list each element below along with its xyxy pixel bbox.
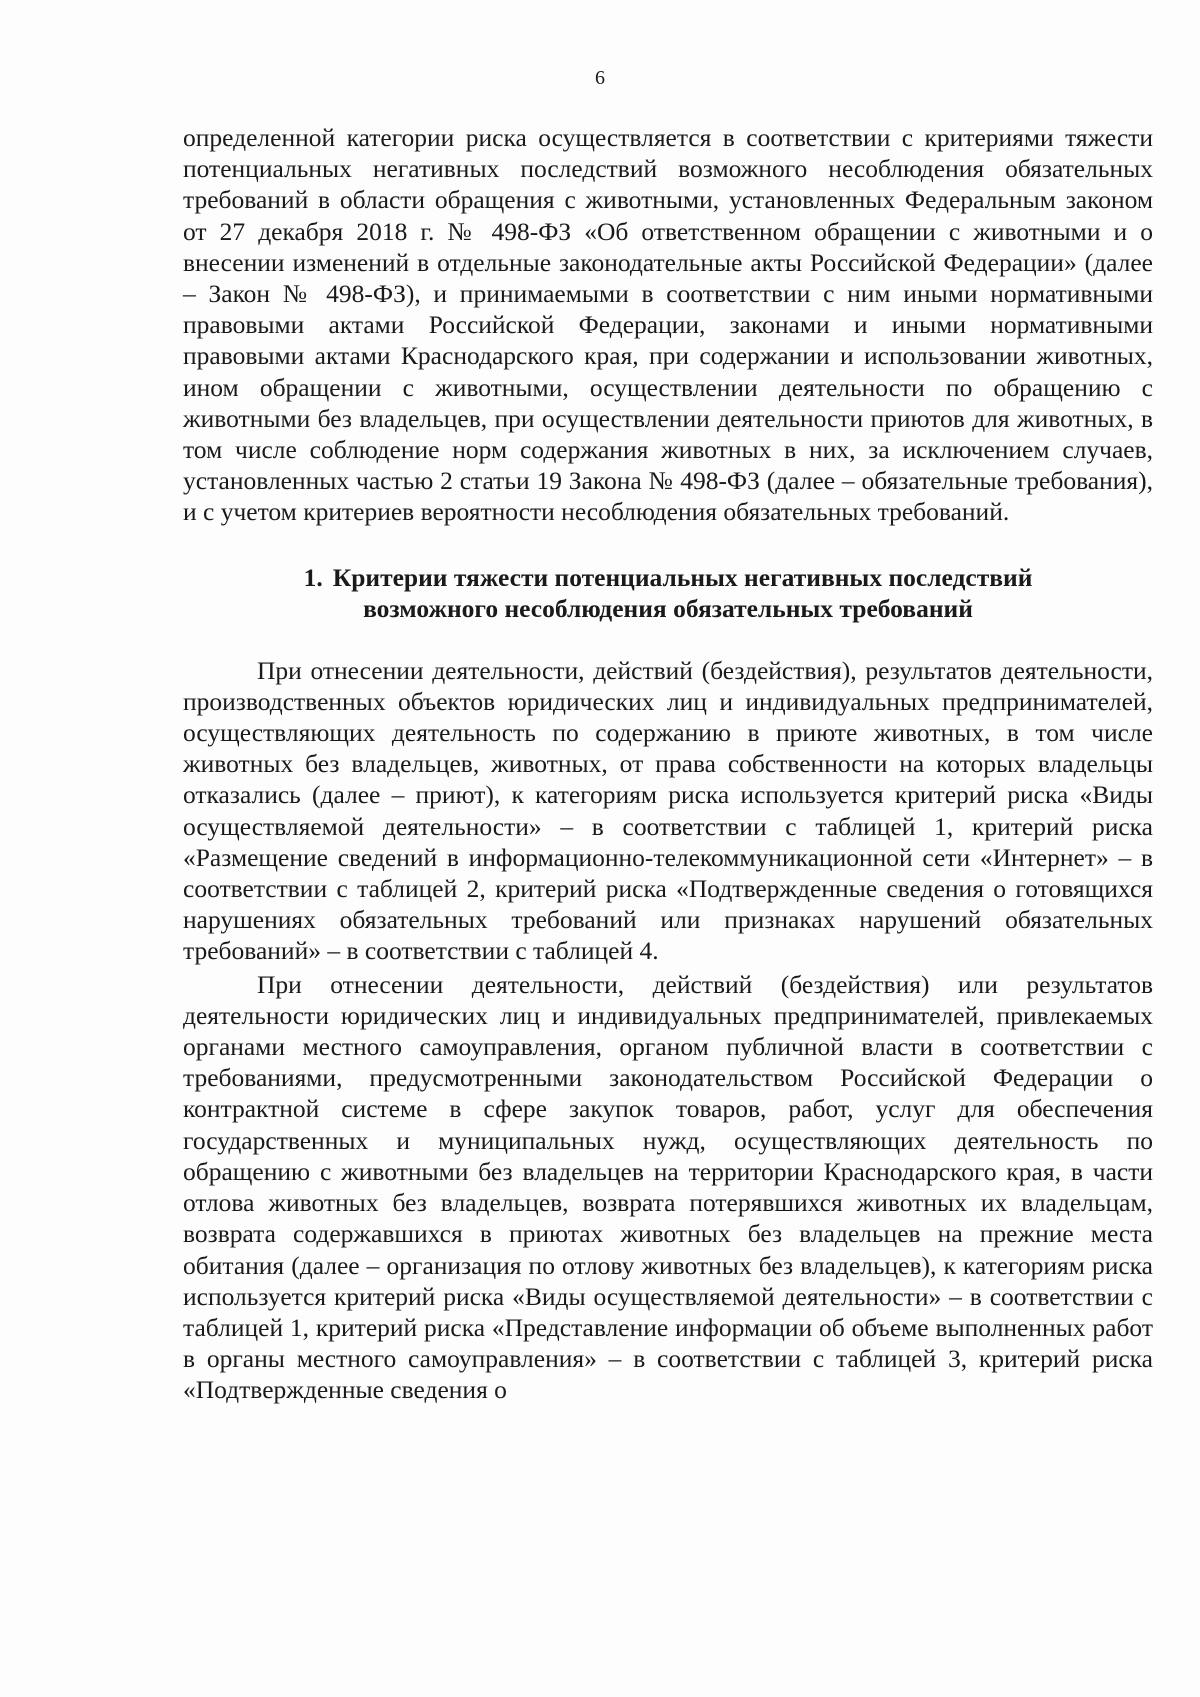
page-number: 6 — [595, 67, 605, 89]
section-title-line-2: возможного несоблюдения обязательных требований — [363, 594, 973, 624]
section-heading — [183, 562, 1153, 625]
intro-paragraph: определенной категории риска осуществляется в соответствии с критериями тяжести потенциальных негативных последствий возможного несоблюдения обязательных требований в области обращения с животными, установленных Федеральным законом от 27 декабря 2018 г. № 498-ФЗ «Об ответственном обращении с животными и о внесении изменений в отдельные законодательные акты Российской Федерации» (далее – Закон № 498-ФЗ), и принимаемыми в соответствии с ним иными нормативными правовыми актами Российской Федерации, законами и иными нормативными правовыми актами Краснодарского края, при содержании и использовании животных, ином обращении с животными, осуществлении деятельности по обращению с животными без владельцев, при осуществлении деятельности приютов для животных, в том числе соблюдение норм содержания животных в них, за исключением случаев, установленных частью 2 статьи 19 Закона № 498-ФЗ (далее – обязательные требования), и с учетом критериев вероятности несоблюдения обязательных требований. — [183, 123, 1153, 527]
section-heading-line-1 — [183, 562, 1153, 594]
body-paragraph-2: При отнесении деятельности, действий (бездействия) или результатов деятельности юридических лиц и индивидуальных предпринимателей, привлекаемых органами местного самоуправления, органом публичной власти в соответствии с требованиями, предусмотренными законодательством Российской Федерации о контрактной системе в сфере закупок товаров, работ, услуг для обеспечения государственных и муниципальных нужд, осуществляющих деятельность по обращению с животными без владельцев на территории Краснодарского края, в части отлова животных без владельцев, возврата потерявшихся животных их владельцам, возврата содержавшихся в приютах животных без владельцев на прежние места обитания (далее – организация по отлову животных без владельцев), к категориям риска используется критерий риска «Виды осуществляемой деятельности» – в соответствии с таблицей 1, критерий риска «Представление информации об объеме выполненных работ в органы местного самоуправления» – в соответствии с таблицей 3, критерий риска «Подтвержденные сведения о — [183, 969, 1153, 1405]
document-body — [183, 122, 1153, 1406]
body-paragraph-1: При отнесении деятельности, действий (бездействия), результатов деятельности, производственных объектов юридических лиц и индивидуальных предпринимателей, осуществляющих деятельность по содержанию в приюте животных, в том числе животных без владельцев, животных, от права собственности на которых владельцы отказались (далее – приют), к категориям риска используется критерий риска «Виды осуществляемой деятельности» – в соответствии с таблицей 1, критерий риска «Размещение сведений в информационно-телекоммуникационной сети «Интернет» – в соответствии с таблицей 2, критерий риска «Подтвержденные сведения о готовящихся нарушениях обязательных требований или признаках нарушений обязательных требований» – в соответствии с таблицей 4. — [183, 655, 1153, 966]
section-number: 1. — [303, 562, 323, 592]
section-title-line-1: Критерии тяжести потенциальных негативных последствий — [332, 562, 1033, 592]
